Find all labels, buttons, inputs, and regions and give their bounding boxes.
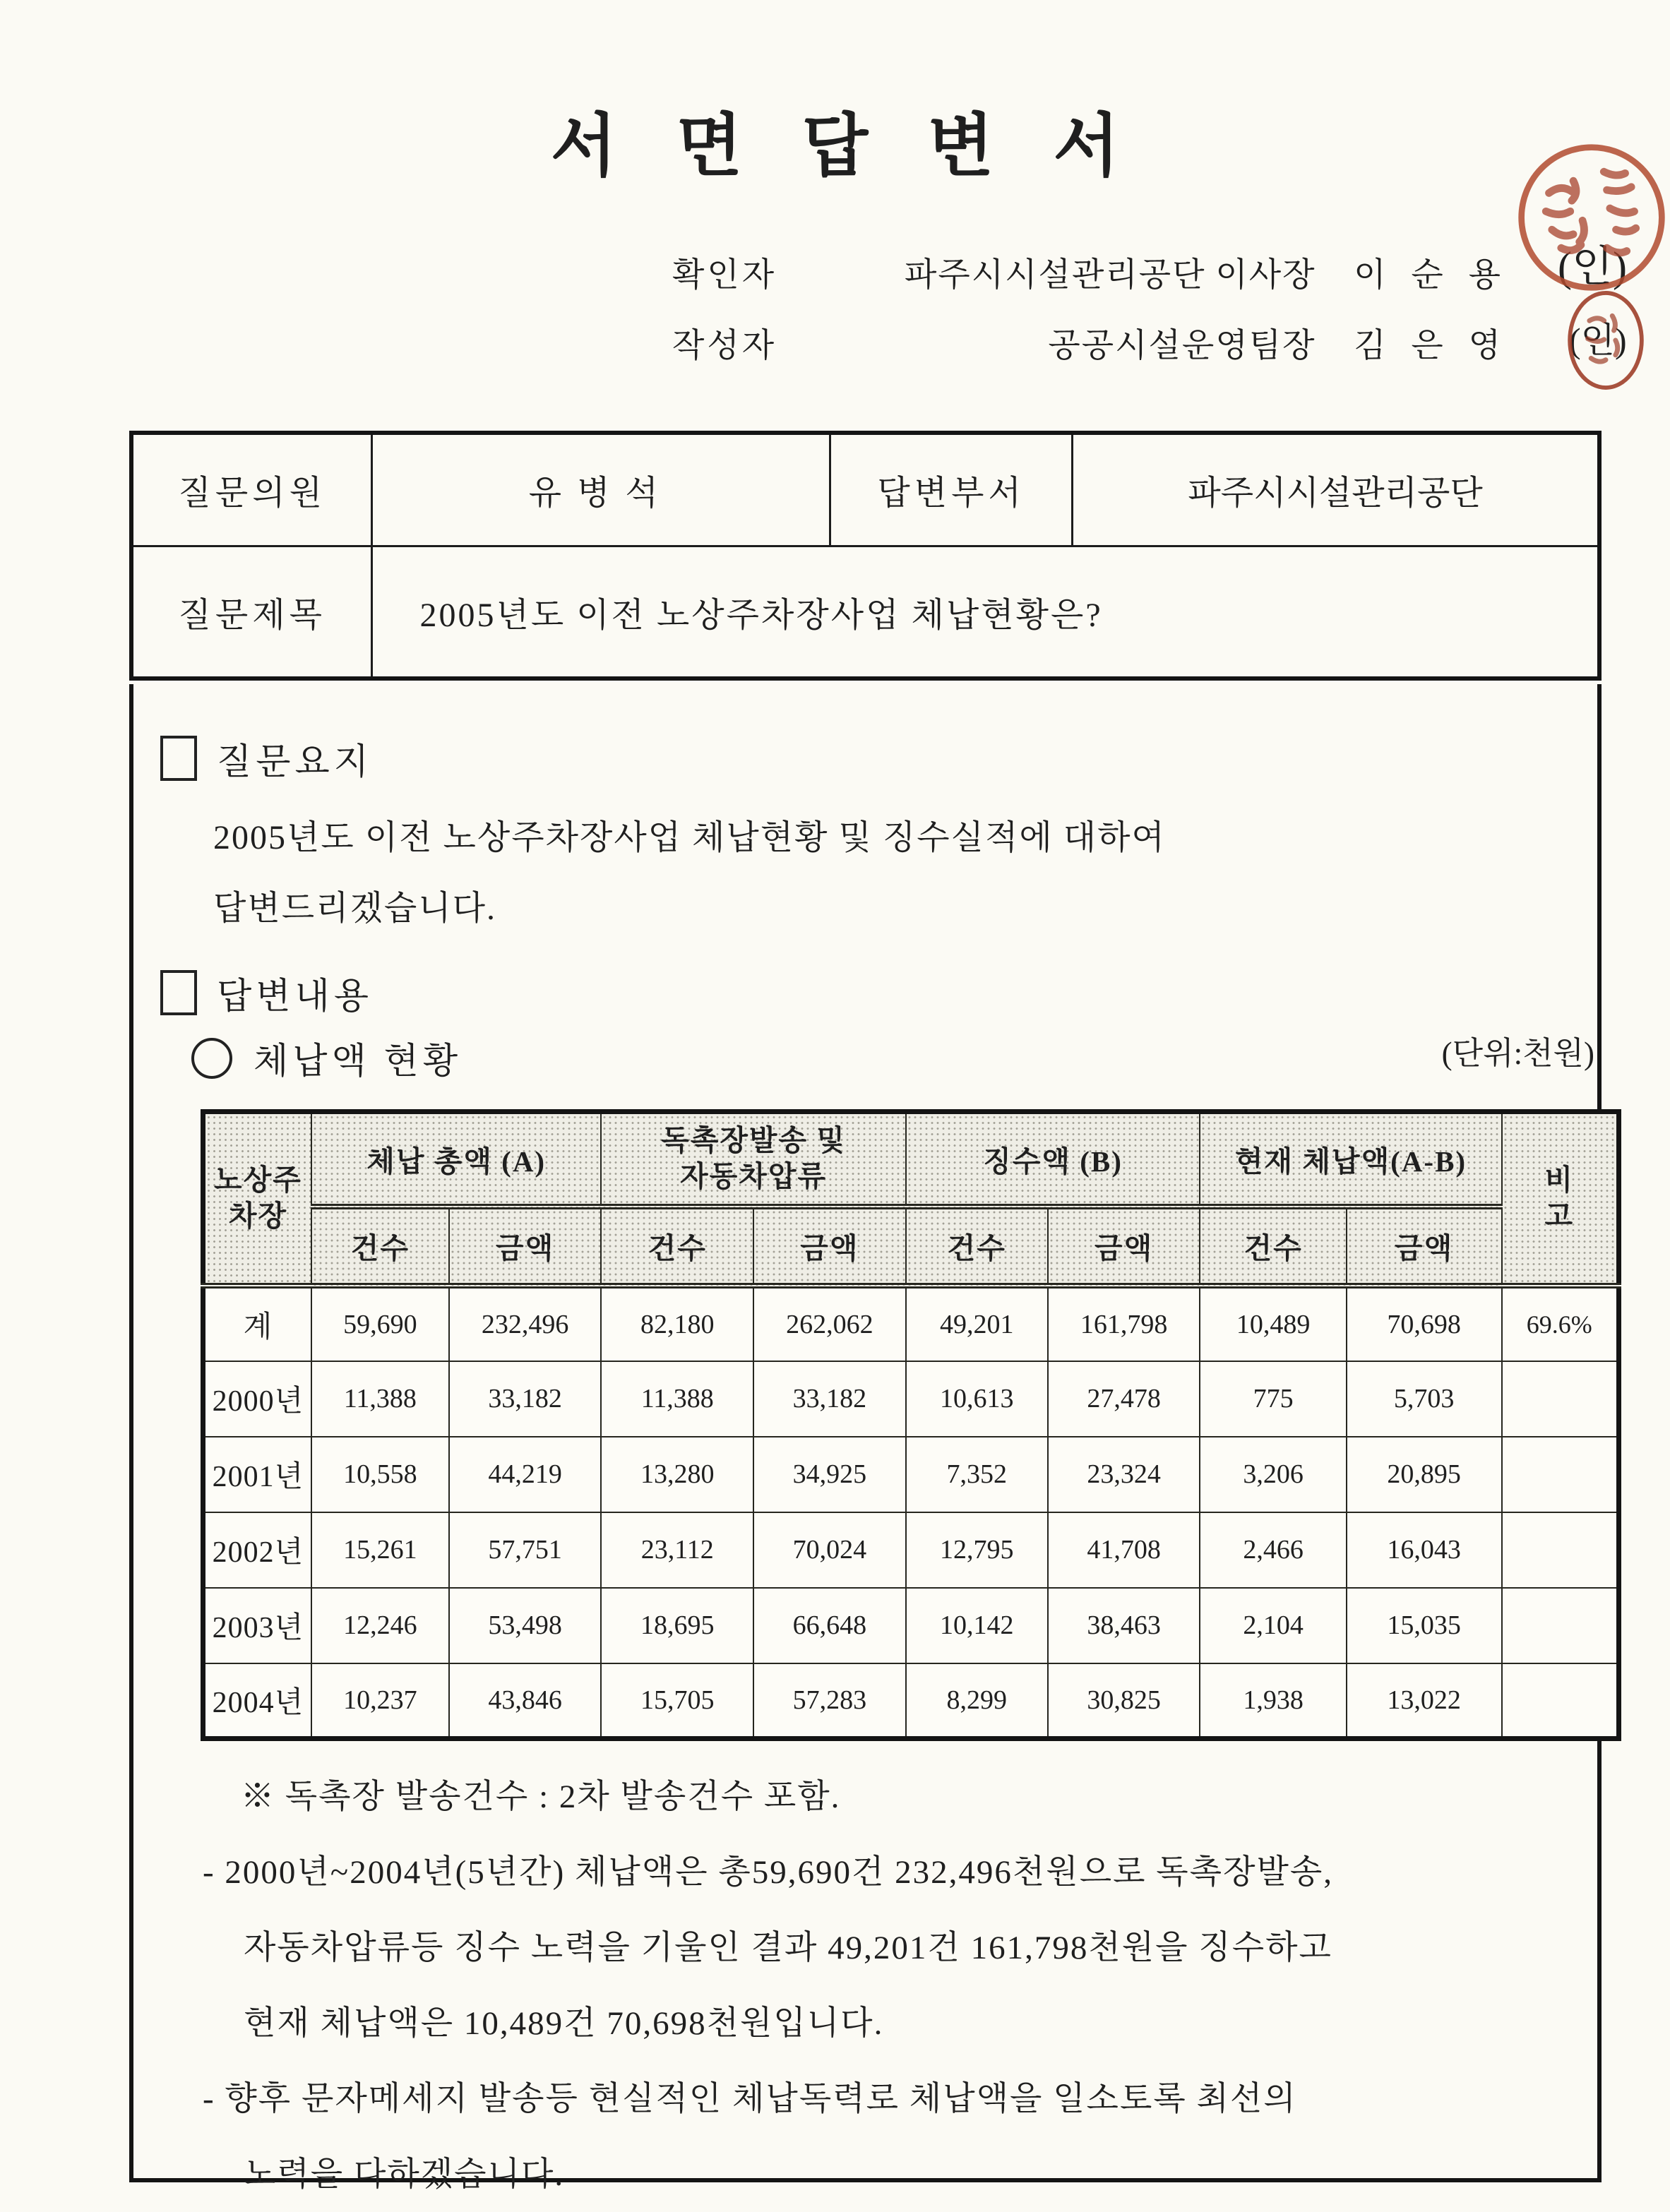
subject-label: 질문제목	[131, 546, 372, 678]
question-summary-line1: 2005년도 이전 노상주차장사업 체납현황 및 징수실적에 대하여	[213, 819, 1166, 856]
cell: 12,795	[906, 1512, 1048, 1588]
round-seal-stamp-icon	[1515, 141, 1668, 294]
confirmer-title: 파주시시설관리공단 이사장	[904, 257, 1316, 294]
author-name: 김 은 영	[1354, 328, 1509, 364]
subheader-count: 건수	[906, 1207, 1048, 1286]
seal-placeholder-text-small: (인)	[1569, 321, 1627, 360]
cell: 10,489	[1200, 1286, 1346, 1361]
row-label: 2003년	[203, 1588, 311, 1663]
note-cell	[1502, 1663, 1619, 1739]
cell: 232,496	[449, 1286, 602, 1361]
approval-line-confirmer	[672, 249, 1509, 296]
arrears-status-table	[201, 1109, 1621, 1741]
cell: 10,613	[906, 1361, 1048, 1437]
subheader-amount: 금액	[1347, 1207, 1502, 1286]
note-cell: 69.6%	[1502, 1286, 1619, 1361]
cell: 41,708	[1048, 1512, 1200, 1588]
page-title: 서 면 답 변 서	[550, 109, 1141, 184]
oval-seal-stamp-icon	[1565, 288, 1647, 393]
author-title: 공공시설운영팀장	[1048, 328, 1316, 364]
cell: 34,925	[753, 1437, 906, 1512]
unit-note: (단위:천원)	[1441, 1036, 1594, 1071]
cell: 12,246	[311, 1588, 449, 1663]
cell: 57,283	[753, 1663, 906, 1739]
cell: 15,705	[601, 1663, 753, 1739]
answer-content-box	[129, 684, 1602, 2193]
cell: 11,388	[311, 1361, 449, 1437]
cell: 23,324	[1048, 1437, 1200, 1512]
subheader-amount: 금액	[449, 1207, 602, 1286]
confirmer-value	[905, 249, 1509, 296]
cell: 30,825	[1048, 1663, 1200, 1739]
answer-subheading	[191, 1032, 462, 1084]
cell: 16,043	[1347, 1512, 1502, 1588]
cell: 10,558	[311, 1437, 449, 1512]
footnote-summary-line1: - 2000년~2004년(5년간) 체납액은 총59,690건 232,496천원으로 독촉장발송,	[203, 1854, 1334, 1891]
cell: 13,280	[601, 1437, 753, 1512]
cell: 775	[1200, 1361, 1346, 1437]
questioner-label: 질문의원	[131, 433, 372, 546]
footnote-reminder-inclusion: ※ 독촉장 발송건수 : 2차 발송건수 포함.	[241, 1778, 841, 1815]
corner-header-note: 비 고	[1502, 1112, 1619, 1286]
cell: 38,463	[1048, 1588, 1200, 1663]
table-row-2003	[203, 1588, 1619, 1663]
cell: 59,690	[311, 1286, 449, 1361]
corner-header-parking: 노상주 차장	[203, 1112, 311, 1286]
approval-line-author	[672, 319, 1509, 366]
cell: 57,751	[449, 1512, 602, 1588]
table-row-2002	[203, 1512, 1619, 1588]
table-row-2000	[203, 1361, 1619, 1437]
confirmer-name: 이 순 용	[1354, 257, 1509, 294]
department-value: 파주시시설관리공단	[1073, 433, 1599, 546]
subject-value: 2005년도 이전 노상주차장사업 체납현황은?	[372, 546, 1599, 678]
cell: 15,261	[311, 1512, 449, 1588]
cell: 15,035	[1347, 1588, 1502, 1663]
footnote-summary-line3: 현재 체납액은 10,489건 70,698천원입니다.	[244, 2005, 884, 2042]
group-header-current: 현재 체납액(A-B)	[1200, 1112, 1501, 1207]
answer-subheading-text: 체납액 현황	[254, 1042, 463, 1082]
cell: 82,180	[601, 1286, 753, 1361]
cell: 70,698	[1347, 1286, 1502, 1361]
row-label: 2002년	[203, 1512, 311, 1588]
author-value	[1048, 319, 1509, 366]
cell: 3,206	[1200, 1437, 1346, 1512]
cell: 70,024	[753, 1512, 906, 1588]
cell: 44,219	[449, 1437, 602, 1512]
confirmer-role-label: 확인자	[672, 257, 777, 294]
cell: 20,895	[1347, 1437, 1502, 1512]
note-cell	[1502, 1512, 1619, 1588]
footnote-future-plan-line1: - 향후 문자메세지 발송등 현실적인 체납독력로 체납액을 일소토록 최선의	[203, 2081, 1297, 2117]
cell: 13,022	[1347, 1663, 1502, 1739]
cell: 66,648	[753, 1588, 906, 1663]
cell: 5,703	[1347, 1361, 1502, 1437]
subheader-amount: 금액	[1048, 1207, 1200, 1286]
answer-heading	[160, 967, 373, 1019]
table-row-total	[203, 1286, 1619, 1361]
row-label: 2000년	[203, 1361, 311, 1437]
subheader-count: 건수	[1200, 1207, 1346, 1286]
cell: 10,237	[311, 1663, 449, 1739]
cell: 8,299	[906, 1663, 1048, 1739]
seal-placeholder-text-large: (인)	[1558, 244, 1627, 290]
cell: 49,201	[906, 1286, 1048, 1361]
cell: 11,388	[601, 1361, 753, 1437]
question-summary-line2: 답변드리겠습니다.	[213, 890, 496, 927]
note-cell	[1502, 1588, 1619, 1663]
table-row-2001	[203, 1437, 1619, 1512]
subheader-count: 건수	[311, 1207, 449, 1286]
questioner-value: 유병석	[372, 433, 830, 546]
cell: 33,182	[449, 1361, 602, 1437]
row-label: 2004년	[203, 1663, 311, 1739]
subheader-count: 건수	[601, 1207, 753, 1286]
group-header-reminder: 독촉장발송 및 자동차압류	[601, 1112, 905, 1207]
department-label: 답변부서	[830, 433, 1073, 546]
footnote-future-plan-line2: 노력을 다하겠습니다.	[244, 2156, 565, 2193]
square-bullet-icon	[160, 970, 197, 1015]
question-info-table	[129, 431, 1602, 681]
note-cell	[1502, 1361, 1619, 1437]
answer-heading-text: 답변내용	[217, 977, 374, 1017]
cell: 33,182	[753, 1361, 906, 1437]
cell: 27,478	[1048, 1361, 1200, 1437]
row-label: 2001년	[203, 1437, 311, 1512]
group-header-collected: 징수액 (B)	[906, 1112, 1200, 1207]
footnote-summary-line2: 자동차압류등 징수 노력을 기울인 결과 49,201건 161,798천원을 징수하고	[244, 1930, 1332, 1966]
author-role-label: 작성자	[672, 328, 777, 364]
cell: 2,466	[1200, 1512, 1346, 1588]
cell: 53,498	[449, 1588, 602, 1663]
question-summary-heading	[160, 732, 373, 784]
question-summary-heading-text: 질문요지	[217, 743, 374, 782]
cell: 2,104	[1200, 1588, 1346, 1663]
cell: 10,142	[906, 1588, 1048, 1663]
cell: 23,112	[601, 1512, 753, 1588]
cell: 18,695	[601, 1588, 753, 1663]
group-header-total: 체납 총액 (A)	[311, 1112, 602, 1207]
square-bullet-icon	[160, 736, 197, 781]
table-row-2004	[203, 1663, 1619, 1739]
circle-bullet-icon	[191, 1038, 232, 1079]
cell: 43,846	[449, 1663, 602, 1739]
cell: 262,062	[753, 1286, 906, 1361]
cell: 1,938	[1200, 1663, 1346, 1739]
cell: 161,798	[1048, 1286, 1200, 1361]
row-label: 계	[203, 1286, 311, 1361]
cell: 7,352	[906, 1437, 1048, 1512]
note-cell	[1502, 1437, 1619, 1512]
subheader-amount: 금액	[753, 1207, 906, 1286]
